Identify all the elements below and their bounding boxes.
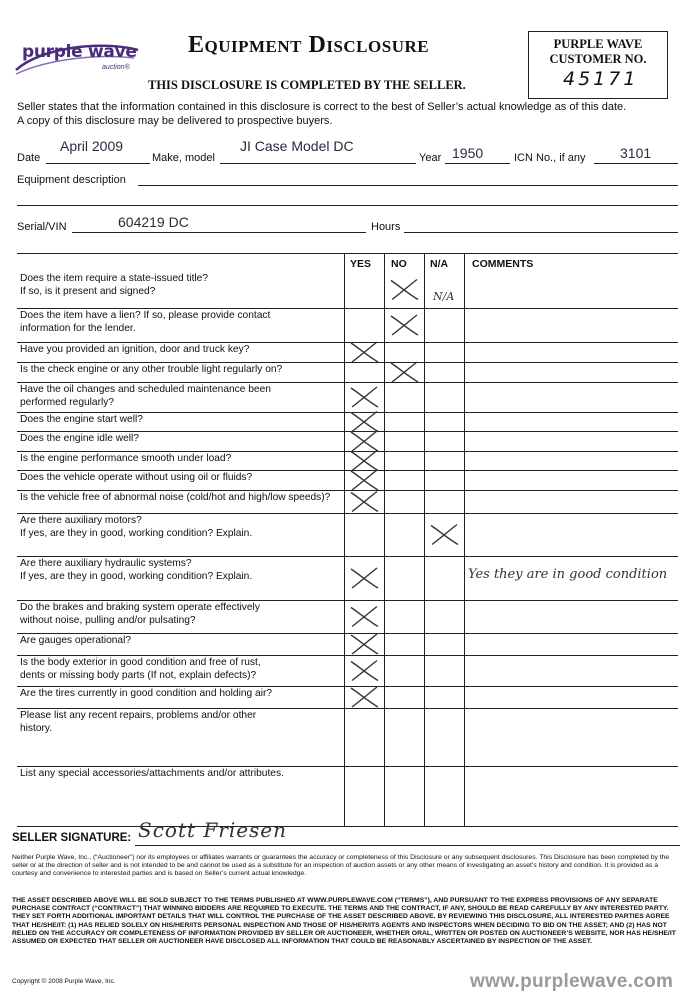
answer-cell-yes[interactable] [344, 600, 384, 633]
answer-cell-yes[interactable] [344, 633, 384, 655]
question-text [20, 471, 342, 484]
page-title: Equipment Disclosure [188, 32, 430, 58]
question-text [20, 383, 342, 409]
question-line2: history. [20, 723, 53, 734]
date-label: Date [17, 152, 41, 164]
x-mark-icon [344, 412, 384, 431]
question-line1: Does the vehicle operate without using oil or fluids? [20, 472, 253, 483]
question-text [20, 709, 342, 735]
question-line2: dents or missing body parts (If not, explain defects)? [20, 670, 257, 681]
question-line1: List any special accessories/attachments and/or attributes. [20, 768, 284, 779]
answer-cell-na[interactable] [424, 655, 464, 686]
question-text [20, 557, 342, 583]
answer-cell-yes[interactable] [344, 431, 384, 451]
question-text [20, 687, 342, 700]
answer-cell-na[interactable] [424, 766, 464, 826]
make-value[interactable]: JI Case Model DC [240, 138, 354, 154]
question-text [20, 343, 342, 356]
answer-cell-no[interactable] [384, 708, 424, 766]
question-text [20, 272, 342, 298]
disclaimer-paragraph-1: Neither Purple Wave, Inc., (“Auctioneer”) nor its employees or affiliates warrants or guarantees the accuracy or completeness of this Disclosure or any subsequent disclosures. This Disclosure has been completed by the seller or at the direction of seller and is not intended to be and cannot be used as a substitute for an inspection of auction assets or any other means of investigating an asset’s history and condition. It is provided as a courtesy and convenience to interested parties and is based on Seller’s current actual knowledge. [12, 854, 670, 878]
answer-cell-no[interactable] [384, 600, 424, 633]
question-line2: If yes, are they in good, working condition? Explain. [20, 571, 253, 582]
page-subtitle: THIS DISCLOSURE IS COMPLETED BY THE SELLER. [148, 78, 466, 92]
question-line1: Please list any recent repairs, problems and/or other [20, 710, 257, 721]
answer-cell-yes[interactable] [344, 766, 384, 826]
question-line2: information for the lender. [20, 323, 136, 334]
x-mark-icon [384, 362, 424, 382]
question-line1: Does the engine start well? [20, 414, 143, 425]
table-top-rule [17, 253, 678, 254]
answer-cell-yes[interactable] [344, 490, 384, 513]
question-line1: Is the check engine or any other trouble light regularly on? [20, 364, 283, 375]
question-line1: Is the body exterior in good condition and free of rust, [20, 657, 261, 668]
col-yes-header: YES [350, 258, 372, 270]
hours-label: Hours [371, 221, 401, 233]
answer-cell-no[interactable] [384, 686, 424, 708]
na-handwritten: N/A [433, 290, 455, 303]
answer-cell-no[interactable] [384, 766, 424, 826]
col-no-header: NO [391, 258, 407, 270]
answer-cell-yes[interactable] [344, 556, 384, 600]
seller-signature[interactable]: Scott Friesen [138, 818, 288, 842]
question-line2: If yes, are they in good, working condition? Explain. [20, 528, 253, 539]
x-mark-icon [344, 342, 384, 362]
col-na-header: N/A [430, 258, 449, 270]
answer-cell-no[interactable] [384, 513, 424, 556]
question-text [20, 432, 342, 445]
hydraulic-comment[interactable]: Yes they are in good condition [468, 567, 668, 582]
x-mark-icon [344, 556, 384, 600]
x-mark-icon [344, 470, 384, 490]
answer-cell-no[interactable] [384, 308, 424, 342]
answer-cell-yes[interactable] [344, 470, 384, 490]
answer-cell-yes[interactable] [344, 342, 384, 362]
answer-cell-no[interactable] [384, 382, 424, 412]
answer-cell-yes[interactable] [344, 382, 384, 412]
question-line1: Have you provided an ignition, door and truck key? [20, 344, 250, 355]
answer-cell-na[interactable] [424, 686, 464, 708]
x-mark-icon [344, 633, 384, 655]
intro-line1: Seller states that the information contained in this disclosure is correct to the best of Seller’s actual knowledge as of this date. [17, 101, 627, 113]
question-text [20, 491, 342, 504]
answer-cell-na[interactable] [424, 490, 464, 513]
answer-cell-yes[interactable] [344, 655, 384, 686]
answer-cell-no[interactable] [384, 271, 424, 308]
question-line1: Is the vehicle free of abnormal noise (cold/hot and high/low speeds)? [20, 492, 331, 503]
logo-text: purple wave [22, 42, 137, 62]
make-label: Make, model [152, 152, 215, 164]
question-line1: Are gauges operational? [20, 635, 132, 646]
x-mark-icon [384, 271, 424, 308]
equipment-description-label: Equipment description [17, 174, 126, 186]
x-mark-icon [384, 308, 424, 342]
serial-value[interactable]: 604219 DC [118, 214, 189, 230]
answer-cell-yes[interactable] [344, 451, 384, 470]
table-bottom-rule [17, 826, 678, 827]
disclaimer-paragraph-2: THE ASSET DESCRIBED ABOVE WILL BE SOLD SUBJECT TO THE TERMS PUBLISHED AT WWW.PURPLEWAVE.COM (“TERMS”), AND PURSUANT TO THE EXPRESS PROVISIONS OF ANY SEPARATE PURCHASE CONTRACT (“CONTRACT”) THAT WINNING BIDDERS ARE REQUIRED TO EXECUTE. THE TERMS AND THE CONTRACT, IF ANY, SHOULD BE READ CAREFULLY BY ANY INTERESTED PARTY. THEY SET FORTH ADDITIONAL IMPORTANT DETAILS THAT WILL CONTROL THE PURCHASE OF THE ASSET DESCRIBED ABOVE. BY REVIEWING THIS DISCLOSURE, ALL INTERESTED PARTIES AGREE THAT HE/SHE/IT: (1) HAS RELIED SOLELY ON HIS/HER/ITS PERSONAL INSPECTION AND THOSE OF HIS/HER/ITS AGENTS AND INSPECTORS WHEN DECIDING TO BID ON THE ASSET; AND (2) HAS NOT RELIED ON THE ACCURACY OR COMPLETENESS OF INFORMATION PROVIDED BY SELLER OR AUCTIONEER, WHETHER ORAL, WRITTEN OR POSTED ON AUCTIONEER’S WEBSITE, NOR HAS HE/SHE/IT ASSUMED OR EXPECTED THAT SELLER OR AUCTIONEER HAVE DISCLOSED ALL INFORMATION THAT COULD BE REASONABLY ASCERTAINED BY INSPECTION OF THE ASSET. [12, 897, 676, 946]
customer-box-line1: PURPLE WAVE [553, 37, 643, 51]
website-footer[interactable]: www.purplewave.com [470, 971, 674, 992]
answer-cell-no[interactable] [384, 470, 424, 490]
x-mark-icon [344, 431, 384, 451]
question-text [20, 452, 342, 465]
question-text [20, 363, 342, 376]
question-line1: Are there auxiliary hydraulic systems? [20, 558, 192, 569]
question-line1: Does the item have a lien? If so, please provide contact [20, 310, 271, 321]
copyright: Copyright © 2008 Purple Wave, Inc. [12, 978, 116, 985]
answer-cell-no[interactable] [384, 342, 424, 362]
icn-label: ICN No., if any [514, 152, 586, 164]
date-value[interactable]: April 2009 [60, 138, 124, 154]
x-mark-icon [344, 655, 384, 686]
answer-cell-na[interactable] [424, 431, 464, 451]
x-mark-icon [344, 600, 384, 633]
question-text [20, 413, 342, 426]
answer-cell-yes[interactable] [344, 686, 384, 708]
answer-cell-no[interactable] [384, 556, 424, 600]
question-line2: without noise, pulling and/or pulsating? [20, 615, 196, 626]
answer-cell-no[interactable] [384, 490, 424, 513]
x-mark-icon [424, 513, 464, 556]
answer-cell-na[interactable] [424, 600, 464, 633]
question-line1: Are there auxiliary motors? [20, 515, 142, 526]
question-line2: If so, is it present and signed? [20, 286, 156, 297]
answer-cell-yes[interactable] [344, 362, 384, 382]
customer-number: 45171 [563, 68, 639, 90]
serial-label: Serial/VIN [17, 221, 67, 233]
answer-cell-na[interactable] [424, 362, 464, 382]
answer-cell-no[interactable] [384, 431, 424, 451]
answer-cell-na[interactable] [424, 451, 464, 470]
question-text [20, 514, 342, 540]
answer-cell-no[interactable] [384, 412, 424, 431]
question-text [20, 309, 342, 335]
answer-cell-na[interactable] [424, 382, 464, 412]
answer-cell-na[interactable] [424, 513, 464, 556]
x-mark-icon [344, 382, 384, 412]
answer-cell-yes[interactable] [344, 708, 384, 766]
answer-cell-no[interactable] [384, 655, 424, 686]
answer-cell-yes[interactable] [344, 412, 384, 431]
logo-subtext: auction® [102, 64, 130, 71]
col-comments-header: COMMENTS [472, 258, 534, 270]
question-line1: Is the engine performance smooth under load? [20, 453, 232, 464]
question-line1: Are the tires currently in good condition and holding air? [20, 688, 273, 699]
x-mark-icon [344, 451, 384, 470]
question-line1: Do the brakes and braking system operate effectively [20, 602, 260, 613]
answer-cell-yes[interactable] [344, 271, 384, 308]
question-text [20, 767, 342, 780]
answer-cell-na[interactable] [424, 342, 464, 362]
answer-cell-yes[interactable] [344, 308, 384, 342]
x-mark-icon [344, 490, 384, 513]
x-mark-icon [344, 686, 384, 708]
answer-cell-na[interactable] [424, 708, 464, 766]
intro-line2: A copy of this disclosure may be delivered to prospective buyers. [17, 115, 333, 127]
answer-cell-no[interactable] [384, 633, 424, 655]
question-text [20, 601, 342, 627]
year-value[interactable]: 1950 [452, 145, 484, 161]
answer-cell-na[interactable] [424, 556, 464, 600]
question-text [20, 634, 342, 647]
customer-box-line2: CUSTOMER NO. [549, 52, 647, 66]
icn-value[interactable]: 3101 [620, 145, 652, 161]
question-line1: Does the engine idle well? [20, 433, 139, 444]
answer-cell-no[interactable] [384, 362, 424, 382]
signature-underline [135, 845, 680, 846]
answer-cell-na[interactable] [424, 470, 464, 490]
question-text [20, 656, 342, 682]
answer-cell-na[interactable] [424, 633, 464, 655]
question-line2: performed regularly? [20, 397, 114, 408]
answer-cell-no[interactable] [384, 451, 424, 470]
seller-signature-label: SELLER SIGNATURE: [12, 832, 132, 844]
answer-cell-na[interactable] [424, 412, 464, 431]
year-label: Year [419, 152, 442, 164]
question-line1: Have the oil changes and scheduled maintenance been [20, 384, 271, 395]
answer-cell-yes[interactable] [344, 513, 384, 556]
answer-cell-na[interactable] [424, 308, 464, 342]
col-divider-comments [464, 253, 465, 826]
question-line1: Does the item require a state-issued title? [20, 273, 208, 284]
